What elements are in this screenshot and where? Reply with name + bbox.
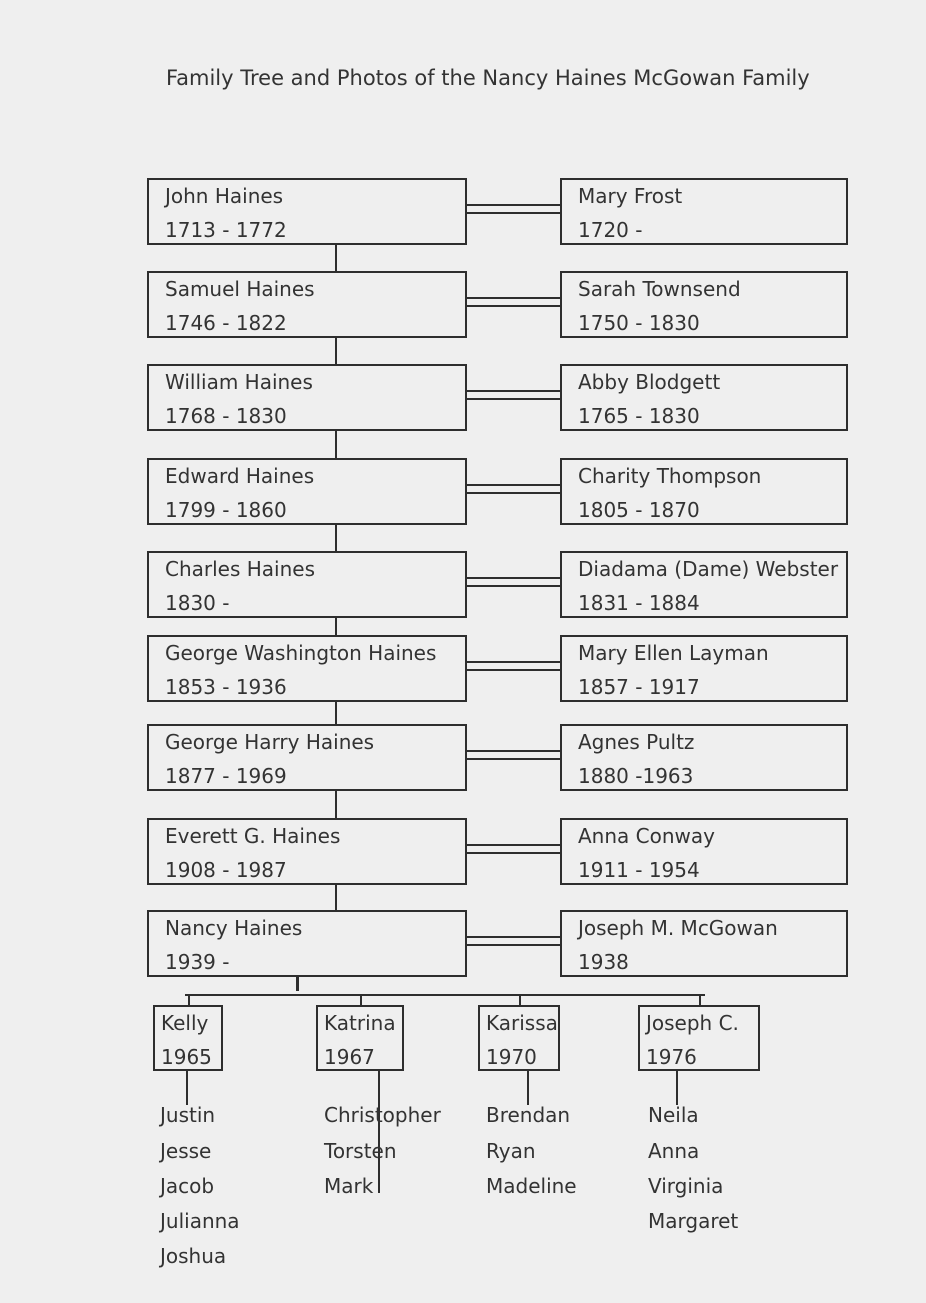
person-years: 1750 - 1830 xyxy=(578,311,700,335)
person-name: Anna Conway xyxy=(578,824,715,848)
marriage-line xyxy=(467,669,560,671)
grandchild-name: Margaret xyxy=(648,1209,739,1233)
child-box-3 xyxy=(478,1005,560,1071)
person-name: Everett G. Haines xyxy=(165,824,341,848)
ancestor-box-9 xyxy=(147,910,467,977)
person-years: 1911 - 1954 xyxy=(578,858,700,882)
grandchild-name: Joshua xyxy=(160,1244,227,1268)
person-years: 1877 - 1969 xyxy=(165,764,287,788)
person-name: Diadama (Dame) Webster xyxy=(578,557,839,581)
spouse-box-5 xyxy=(560,551,848,618)
person-name: Agnes Pultz xyxy=(578,730,695,754)
descent-line xyxy=(296,977,299,991)
person-name: Nancy Haines xyxy=(165,916,303,940)
marriage-line xyxy=(467,936,560,938)
person-name: Mary Ellen Layman xyxy=(578,641,769,665)
person-name: George Harry Haines xyxy=(165,730,375,754)
marriage-line xyxy=(467,844,560,846)
spouse-box-7 xyxy=(560,724,848,791)
marriage-line xyxy=(467,484,560,486)
person-name: Charity Thompson xyxy=(578,464,762,488)
page-title: Family Tree and Photos of the Nancy Haines McGowan Family xyxy=(166,66,810,90)
person-name: Mary Frost xyxy=(578,184,683,208)
child-box-2 xyxy=(316,1005,404,1071)
person-name: Kelly xyxy=(161,1011,209,1035)
descent-line xyxy=(335,618,337,635)
person-years: 1831 - 1884 xyxy=(578,591,700,615)
person-years: 1805 - 1870 xyxy=(578,498,700,522)
marriage-line xyxy=(467,204,560,206)
person-name: Abby Blodgett xyxy=(578,370,721,394)
person-years: 1967 xyxy=(324,1045,375,1069)
marriage-line xyxy=(467,398,560,400)
grandchild-name: Brendan xyxy=(486,1103,571,1127)
descent-line xyxy=(335,702,337,724)
spouse-box-8 xyxy=(560,818,848,885)
person-years: 1939 - xyxy=(165,950,230,974)
person-name: Joseph M. McGowan xyxy=(578,916,778,940)
spouse-box-1 xyxy=(560,178,848,245)
person-years: 1768 - 1830 xyxy=(165,404,287,428)
ancestor-box-4 xyxy=(147,458,467,525)
person-years: 1970 xyxy=(486,1045,537,1069)
ancestor-box-3 xyxy=(147,364,467,431)
marriage-line xyxy=(467,492,560,494)
ancestor-box-5 xyxy=(147,551,467,618)
grandchild-name: Jacob xyxy=(160,1174,215,1198)
spouse-box-3 xyxy=(560,364,848,431)
grandchild-name: Neila xyxy=(648,1103,699,1127)
grandchild-name: Ryan xyxy=(486,1139,536,1163)
marriage-line xyxy=(467,750,560,752)
ancestor-box-8 xyxy=(147,818,467,885)
descent-line xyxy=(335,885,337,910)
marriage-line xyxy=(467,577,560,579)
marriage-line xyxy=(467,585,560,587)
person-name: Charles Haines xyxy=(165,557,316,581)
grandchild-name: Torsten xyxy=(324,1139,397,1163)
person-years: 1976 xyxy=(646,1045,697,1069)
person-years: 1720 - xyxy=(578,218,643,242)
person-years: 1965 xyxy=(161,1045,212,1069)
descent-line xyxy=(335,338,337,364)
marriage-line xyxy=(467,305,560,307)
ancestor-box-6 xyxy=(147,635,467,702)
ancestor-box-1 xyxy=(147,178,467,245)
person-years: 1853 - 1936 xyxy=(165,675,287,699)
person-years: 1880 -1963 xyxy=(578,764,694,788)
child-box-1 xyxy=(153,1005,223,1071)
grandchild-line xyxy=(676,1071,678,1105)
marriage-line xyxy=(467,297,560,299)
grandchild-name: Julianna xyxy=(160,1209,240,1233)
person-years: 1799 - 1860 xyxy=(165,498,287,522)
grandchild-name: Justin xyxy=(160,1103,216,1127)
grandchild-name: Jesse xyxy=(160,1139,212,1163)
grandchild-name: Virginia xyxy=(648,1174,724,1198)
marriage-line xyxy=(467,661,560,663)
ancestor-box-7 xyxy=(147,724,467,791)
grandchild-name: Christopher xyxy=(324,1103,441,1127)
spouse-box-4 xyxy=(560,458,848,525)
person-years: 1713 - 1772 xyxy=(165,218,287,242)
marriage-line xyxy=(467,758,560,760)
grandchild-name: Anna xyxy=(648,1139,700,1163)
person-name: George Washington Haines xyxy=(165,641,437,665)
spouse-box-2 xyxy=(560,271,848,338)
descent-line xyxy=(335,525,337,551)
descent-line xyxy=(335,431,337,458)
person-name: Edward Haines xyxy=(165,464,315,488)
person-name: Katrina xyxy=(324,1011,396,1035)
grandchild-line xyxy=(527,1071,529,1105)
marriage-line xyxy=(467,212,560,214)
grandchild-name: Madeline xyxy=(486,1174,577,1198)
person-years: 1908 - 1987 xyxy=(165,858,287,882)
person-name: John Haines xyxy=(165,184,284,208)
spouse-box-9 xyxy=(560,910,848,977)
person-years: 1746 - 1822 xyxy=(165,311,287,335)
grandchild-line xyxy=(186,1071,188,1105)
grandchild-line xyxy=(378,1071,380,1193)
person-years: 1938 xyxy=(578,950,629,974)
marriage-line xyxy=(467,852,560,854)
spouse-box-6 xyxy=(560,635,848,702)
person-name: William Haines xyxy=(165,370,313,394)
marriage-line xyxy=(467,944,560,946)
child-box-4 xyxy=(638,1005,760,1071)
person-years: 1857 - 1917 xyxy=(578,675,700,699)
person-name: Karissa xyxy=(486,1011,558,1035)
person-name: Joseph C. xyxy=(646,1011,739,1035)
children-bracket-line xyxy=(185,994,705,996)
marriage-line xyxy=(467,390,560,392)
descent-line xyxy=(335,245,337,271)
descent-line xyxy=(335,791,337,818)
person-name: Samuel Haines xyxy=(165,277,315,301)
person-years: 1765 - 1830 xyxy=(578,404,700,428)
ancestor-box-2 xyxy=(147,271,467,338)
person-years: 1830 - xyxy=(165,591,230,615)
grandchild-name: Mark xyxy=(324,1174,374,1198)
person-name: Sarah Townsend xyxy=(578,277,741,301)
